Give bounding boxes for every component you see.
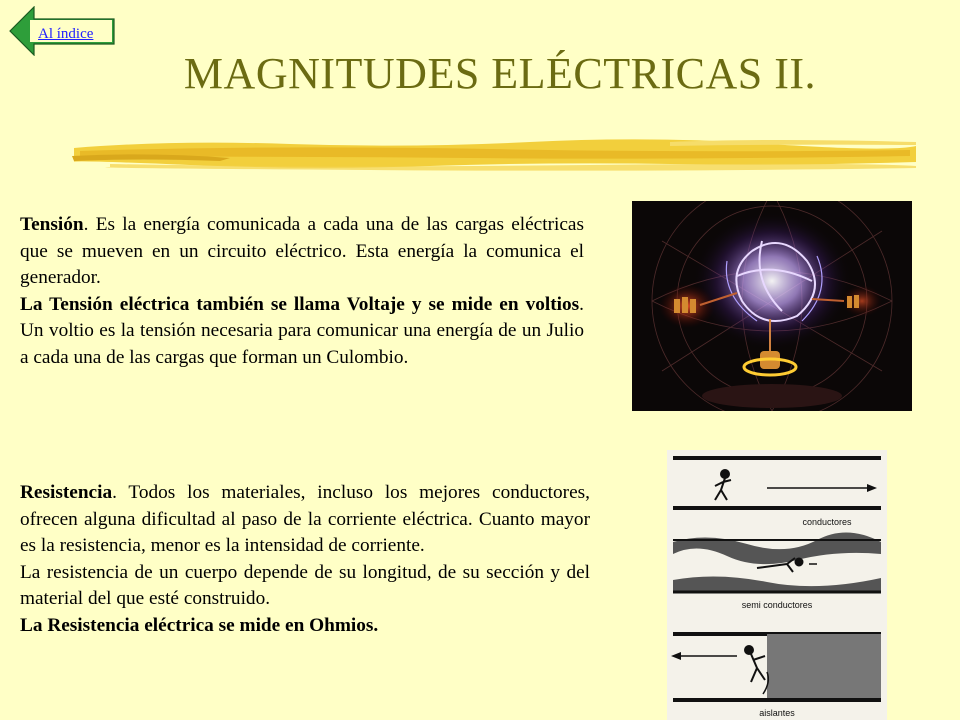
resistencia-dependence: La resistencia de un cuerpo depende de su longitud, de su sección y del material del que esté construido. bbox=[20, 561, 590, 609]
back-to-index-link[interactable]: Al índice bbox=[38, 26, 94, 42]
resistencia-unit-sentence: La Resistencia eléctrica se mide en Ohmios. bbox=[20, 614, 379, 636]
resistencia-term: Resistencia bbox=[20, 482, 113, 503]
tension-definition: . Es la energía comunicada a cada una de las cargas eléctricas que se mueven en un circuito eléctrico. Esta energía la comunica el generador. bbox=[20, 214, 584, 288]
aislantes-label: aislantes bbox=[759, 708, 795, 718]
semiconductores-label: semi conductores bbox=[741, 600, 813, 610]
tension-term: Tensión bbox=[20, 214, 84, 235]
resistencia-paragraph bbox=[20, 480, 590, 639]
page-title: MAGNITUDES ELÉCTRICAS II. bbox=[183, 49, 817, 98]
resistencia-definition: . Todos los materiales, incluso los mejores conductores, ofrecen alguna dificultad al paso de la corriente eléctrica. Cuanto mayor es la resistencia, menor es la intensidad de corriente. bbox=[20, 482, 590, 556]
conductores-label: conductores bbox=[802, 517, 852, 527]
brush-stroke-divider bbox=[70, 132, 918, 176]
tension-paragraph bbox=[20, 212, 584, 371]
tension-volt-explanation: . Un voltio es la tensión necesaria para comunicar una energía de un Julio a cada una de las cargas que forman un Culombio. bbox=[20, 293, 584, 368]
conductors-diagram bbox=[667, 450, 887, 720]
plasma-ball-image bbox=[632, 201, 912, 411]
tension-voltage-sentence: La Tensión eléctrica también se llama Voltaje y se mide en voltios bbox=[20, 293, 580, 315]
